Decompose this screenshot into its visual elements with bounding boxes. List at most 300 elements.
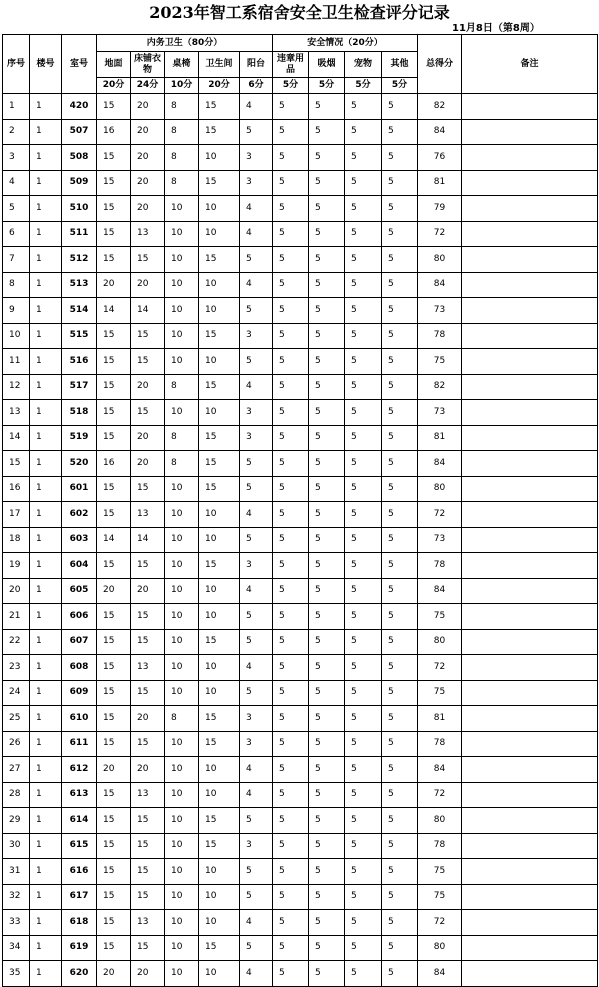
cell-other: 5 [382,884,418,910]
cell-balcony: 4 [240,94,273,120]
cell-desk-chair: 10 [165,961,199,987]
table-row [3,935,598,961]
cell-room: 420 [62,94,97,120]
cell-bedding: 20 [131,94,165,120]
cell-total: 76 [418,145,462,171]
cell-total: 81 [418,170,462,196]
cell-building: 1 [30,578,62,604]
table-row [3,884,598,910]
cell-other: 5 [382,910,418,936]
cell-prohibited-items: 5 [273,706,309,732]
cell-prohibited-items: 5 [273,961,309,987]
cell-pets: 5 [345,425,382,451]
cell-desk-chair: 10 [165,629,199,655]
cell-pets: 5 [345,757,382,783]
table-row [3,221,598,247]
cell-bathroom: 10 [199,655,240,681]
cell-desk-chair: 10 [165,298,199,324]
cell-floor: 20 [97,961,131,987]
cell-prohibited-items: 5 [273,349,309,375]
cell-bathroom: 15 [199,374,240,400]
cell-pets: 5 [345,884,382,910]
cell-prohibited-items: 5 [273,629,309,655]
cell-total: 73 [418,527,462,553]
cell-room: 611 [62,731,97,757]
cell-balcony: 5 [240,884,273,910]
cell-bedding: 20 [131,425,165,451]
cell-desk-chair: 10 [165,935,199,961]
cell-room: 616 [62,859,97,885]
cell-seq: 31 [3,859,30,885]
table-row [3,502,598,528]
cell-total: 75 [418,680,462,706]
header-desk-chair: 桌椅 [165,52,199,78]
cell-floor: 15 [97,349,131,375]
cell-pets: 5 [345,400,382,426]
cell-prohibited-items: 5 [273,476,309,502]
cell-building: 1 [30,221,62,247]
cell-prohibited-items: 5 [273,272,309,298]
cell-balcony: 4 [240,757,273,783]
max-prohibited-items: 5分 [273,78,309,94]
cell-seq: 7 [3,247,30,273]
cell-smoking: 5 [309,502,345,528]
cell-remarks [462,502,598,528]
cell-total: 75 [418,349,462,375]
cell-desk-chair: 10 [165,655,199,681]
header-hygiene-group: 内务卫生（80分） [97,35,273,52]
table-row [3,629,598,655]
cell-smoking: 5 [309,884,345,910]
cell-balcony: 5 [240,451,273,477]
max-bedding: 24分 [131,78,165,94]
cell-floor: 15 [97,170,131,196]
cell-balcony: 4 [240,910,273,936]
cell-seq: 17 [3,502,30,528]
cell-bedding: 13 [131,221,165,247]
cell-prohibited-items: 5 [273,400,309,426]
cell-seq: 10 [3,323,30,349]
cell-seq: 21 [3,604,30,630]
cell-desk-chair: 10 [165,221,199,247]
cell-total: 84 [418,961,462,987]
cell-total: 75 [418,884,462,910]
cell-prohibited-items: 5 [273,553,309,579]
cell-seq: 14 [3,425,30,451]
cell-total: 72 [418,782,462,808]
cell-prohibited-items: 5 [273,731,309,757]
cell-smoking: 5 [309,221,345,247]
cell-floor: 16 [97,119,131,145]
header-seq: 序号 [3,35,30,94]
cell-balcony: 5 [240,808,273,834]
cell-room: 615 [62,833,97,859]
cell-seq: 3 [3,145,30,171]
cell-room: 607 [62,629,97,655]
cell-remarks [462,808,598,834]
cell-other: 5 [382,400,418,426]
cell-room: 608 [62,655,97,681]
cell-remarks [462,400,598,426]
cell-desk-chair: 10 [165,578,199,604]
max-floor: 20分 [97,78,131,94]
cell-building: 1 [30,119,62,145]
cell-prohibited-items: 5 [273,782,309,808]
cell-bedding: 20 [131,272,165,298]
cell-prohibited-items: 5 [273,425,309,451]
cell-remarks [462,298,598,324]
table-row [3,910,598,936]
cell-bathroom: 15 [199,170,240,196]
cell-bathroom: 15 [199,808,240,834]
table-row [3,272,598,298]
max-bathroom: 20分 [199,78,240,94]
cell-bedding: 13 [131,910,165,936]
cell-total: 78 [418,323,462,349]
cell-bedding: 15 [131,553,165,579]
cell-bedding: 15 [131,349,165,375]
cell-seq: 1 [3,94,30,120]
cell-room: 512 [62,247,97,273]
cell-building: 1 [30,247,62,273]
cell-floor: 15 [97,910,131,936]
cell-building: 1 [30,655,62,681]
header-safety-group: 安全情况（20分） [273,35,418,52]
cell-bathroom: 10 [199,961,240,987]
cell-pets: 5 [345,247,382,273]
table-row [3,731,598,757]
cell-bathroom: 10 [199,527,240,553]
cell-bathroom: 15 [199,629,240,655]
score-table-body [3,94,598,987]
cell-bedding: 20 [131,145,165,171]
cell-total: 84 [418,119,462,145]
cell-prohibited-items: 5 [273,196,309,222]
cell-bathroom: 10 [199,604,240,630]
cell-building: 1 [30,629,62,655]
cell-balcony: 5 [240,527,273,553]
cell-prohibited-items: 5 [273,94,309,120]
cell-building: 1 [30,145,62,171]
cell-other: 5 [382,196,418,222]
table-row [3,578,598,604]
cell-total: 80 [418,476,462,502]
cell-smoking: 5 [309,833,345,859]
cell-other: 5 [382,145,418,171]
cell-pets: 5 [345,145,382,171]
cell-desk-chair: 10 [165,272,199,298]
cell-seq: 26 [3,731,30,757]
table-row [3,349,598,375]
cell-balcony: 4 [240,374,273,400]
cell-total: 73 [418,298,462,324]
cell-bedding: 15 [131,323,165,349]
cell-bedding: 20 [131,170,165,196]
cell-smoking: 5 [309,196,345,222]
cell-pets: 5 [345,349,382,375]
cell-bedding: 14 [131,298,165,324]
cell-building: 1 [30,451,62,477]
cell-desk-chair: 10 [165,323,199,349]
cell-bedding: 15 [131,808,165,834]
cell-bedding: 20 [131,961,165,987]
table-row [3,859,598,885]
cell-smoking: 5 [309,757,345,783]
cell-floor: 15 [97,145,131,171]
table-row [3,196,598,222]
cell-smoking: 5 [309,425,345,451]
header-balcony: 阳台 [240,52,273,78]
cell-floor: 15 [97,400,131,426]
cell-prohibited-items: 5 [273,757,309,783]
cell-balcony: 3 [240,706,273,732]
cell-prohibited-items: 5 [273,859,309,885]
cell-bedding: 15 [131,935,165,961]
cell-building: 1 [30,680,62,706]
cell-bathroom: 10 [199,502,240,528]
cell-remarks [462,221,598,247]
cell-bathroom: 15 [199,119,240,145]
cell-pets: 5 [345,527,382,553]
table-row [3,961,598,987]
cell-prohibited-items: 5 [273,502,309,528]
cell-other: 5 [382,425,418,451]
header-total: 总得分 [418,35,462,94]
cell-total: 81 [418,706,462,732]
cell-room: 612 [62,757,97,783]
cell-room: 602 [62,502,97,528]
cell-desk-chair: 10 [165,808,199,834]
cell-floor: 15 [97,374,131,400]
cell-seq: 32 [3,884,30,910]
cell-prohibited-items: 5 [273,680,309,706]
cell-balcony: 5 [240,349,273,375]
cell-floor: 16 [97,451,131,477]
cell-remarks [462,119,598,145]
cell-room: 617 [62,884,97,910]
cell-remarks [462,961,598,987]
table-row [3,298,598,324]
cell-prohibited-items: 5 [273,298,309,324]
cell-building: 1 [30,298,62,324]
cell-building: 1 [30,400,62,426]
cell-desk-chair: 8 [165,374,199,400]
cell-balcony: 3 [240,833,273,859]
cell-seq: 9 [3,298,30,324]
cell-pets: 5 [345,272,382,298]
cell-bedding: 13 [131,655,165,681]
cell-bedding: 15 [131,604,165,630]
cell-pets: 5 [345,298,382,324]
cell-smoking: 5 [309,910,345,936]
cell-seq: 34 [3,935,30,961]
cell-other: 5 [382,757,418,783]
cell-bathroom: 15 [199,706,240,732]
cell-desk-chair: 10 [165,476,199,502]
cell-floor: 14 [97,527,131,553]
cell-remarks [462,910,598,936]
header-prohibited-items: 违章用品 [273,52,309,78]
cell-pets: 5 [345,961,382,987]
cell-building: 1 [30,170,62,196]
cell-other: 5 [382,374,418,400]
cell-desk-chair: 10 [165,910,199,936]
cell-smoking: 5 [309,553,345,579]
cell-other: 5 [382,170,418,196]
cell-pets: 5 [345,374,382,400]
cell-smoking: 5 [309,400,345,426]
cell-smoking: 5 [309,655,345,681]
cell-bedding: 15 [131,833,165,859]
table-row [3,451,598,477]
cell-smoking: 5 [309,604,345,630]
cell-bathroom: 10 [199,910,240,936]
cell-desk-chair: 10 [165,400,199,426]
cell-remarks [462,527,598,553]
cell-pets: 5 [345,119,382,145]
cell-total: 80 [418,808,462,834]
table-row [3,655,598,681]
cell-smoking: 5 [309,808,345,834]
cell-remarks [462,94,598,120]
cell-building: 1 [30,961,62,987]
cell-prohibited-items: 5 [273,833,309,859]
cell-pets: 5 [345,604,382,630]
cell-floor: 15 [97,476,131,502]
cell-seq: 12 [3,374,30,400]
cell-bedding: 13 [131,782,165,808]
cell-other: 5 [382,578,418,604]
cell-pets: 5 [345,196,382,222]
header-floor: 地面 [97,52,131,78]
cell-remarks [462,604,598,630]
cell-desk-chair: 10 [165,604,199,630]
cell-bedding: 20 [131,706,165,732]
cell-balcony: 4 [240,961,273,987]
cell-floor: 15 [97,94,131,120]
cell-bedding: 20 [131,119,165,145]
cell-prohibited-items: 5 [273,527,309,553]
cell-floor: 15 [97,782,131,808]
cell-smoking: 5 [309,782,345,808]
header-remarks: 备注 [462,35,598,94]
cell-other: 5 [382,859,418,885]
cell-floor: 15 [97,884,131,910]
cell-smoking: 5 [309,247,345,273]
cell-building: 1 [30,272,62,298]
cell-desk-chair: 10 [165,247,199,273]
cell-total: 75 [418,604,462,630]
cell-smoking: 5 [309,859,345,885]
cell-floor: 15 [97,604,131,630]
cell-pets: 5 [345,502,382,528]
cell-seq: 30 [3,833,30,859]
cell-floor: 20 [97,578,131,604]
cell-seq: 11 [3,349,30,375]
cell-seq: 22 [3,629,30,655]
cell-seq: 18 [3,527,30,553]
cell-prohibited-items: 5 [273,119,309,145]
cell-pets: 5 [345,629,382,655]
cell-total: 84 [418,451,462,477]
table-row [3,757,598,783]
cell-seq: 33 [3,910,30,936]
cell-smoking: 5 [309,323,345,349]
cell-total: 81 [418,425,462,451]
cell-building: 1 [30,884,62,910]
cell-room: 613 [62,782,97,808]
cell-prohibited-items: 5 [273,910,309,936]
cell-seq: 28 [3,782,30,808]
cell-pets: 5 [345,578,382,604]
cell-building: 1 [30,833,62,859]
cell-bathroom: 10 [199,272,240,298]
cell-pets: 5 [345,476,382,502]
cell-bathroom: 10 [199,400,240,426]
cell-other: 5 [382,706,418,732]
table-row [3,247,598,273]
cell-floor: 15 [97,731,131,757]
cell-room: 514 [62,298,97,324]
cell-desk-chair: 10 [165,349,199,375]
cell-seq: 19 [3,553,30,579]
cell-other: 5 [382,451,418,477]
cell-bedding: 15 [131,476,165,502]
cell-smoking: 5 [309,298,345,324]
cell-building: 1 [30,731,62,757]
cell-desk-chair: 10 [165,859,199,885]
cell-remarks [462,833,598,859]
cell-total: 78 [418,553,462,579]
header-smoking: 吸烟 [309,52,345,78]
cell-pets: 5 [345,910,382,936]
cell-desk-chair: 10 [165,196,199,222]
cell-balcony: 5 [240,629,273,655]
cell-building: 1 [30,808,62,834]
cell-floor: 14 [97,298,131,324]
cell-room: 510 [62,196,97,222]
cell-other: 5 [382,502,418,528]
cell-seq: 8 [3,272,30,298]
cell-floor: 15 [97,680,131,706]
cell-room: 609 [62,680,97,706]
cell-remarks [462,145,598,171]
date-week-label: 11月8日（第8周） [452,23,540,34]
cell-floor: 15 [97,859,131,885]
cell-floor: 15 [97,935,131,961]
cell-seq: 35 [3,961,30,987]
cell-prohibited-items: 5 [273,323,309,349]
table-row [3,145,598,171]
cell-remarks [462,553,598,579]
cell-room: 517 [62,374,97,400]
cell-desk-chair: 8 [165,425,199,451]
cell-bathroom: 10 [199,221,240,247]
cell-bathroom: 15 [199,247,240,273]
cell-building: 1 [30,757,62,783]
cell-balcony: 4 [240,655,273,681]
cell-remarks [462,884,598,910]
cell-floor: 15 [97,629,131,655]
cell-total: 79 [418,196,462,222]
cell-floor: 20 [97,272,131,298]
cell-desk-chair: 10 [165,527,199,553]
cell-building: 1 [30,374,62,400]
cell-prohibited-items: 5 [273,451,309,477]
cell-balcony: 5 [240,298,273,324]
cell-total: 84 [418,272,462,298]
cell-remarks [462,731,598,757]
